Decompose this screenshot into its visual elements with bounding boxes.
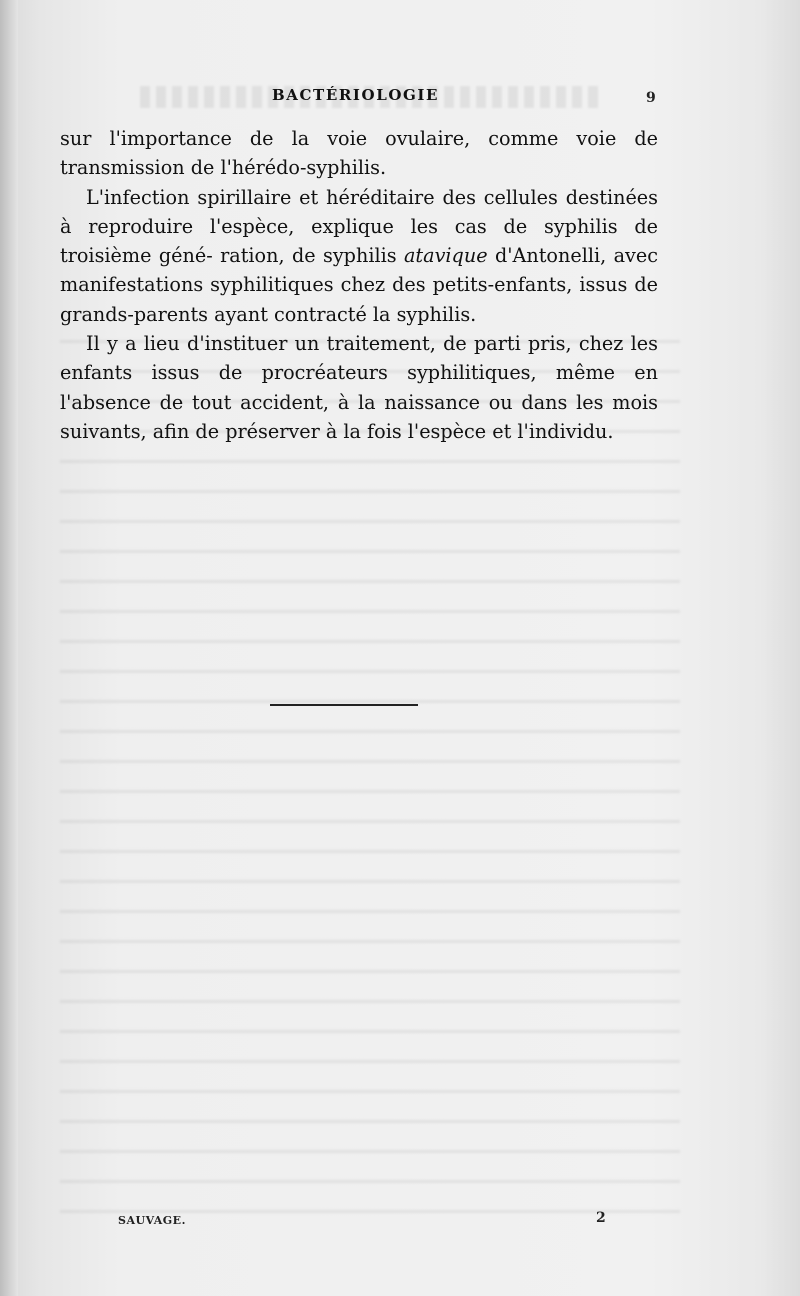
text-line: préserver à la fois l'espèce et l'individu. <box>225 419 614 443</box>
text-line: ayant contracté la syphilis. <box>214 302 477 326</box>
text-line: L'infection spirillaire et héréditaire des cellules destinées à <box>60 185 658 238</box>
text-line: syphilitiques chez des petits-enfants, issus de grands-parents <box>60 273 658 326</box>
running-head-title: BACTÉRIOLOGIE <box>272 86 440 104</box>
paragraph <box>60 183 658 329</box>
italic-term: atavique <box>403 244 488 268</box>
text-line: ration, de syphilis <box>220 244 397 268</box>
section-divider <box>270 704 418 706</box>
text-line: enfants issus de procréateurs syphilitiques, même en l'absence de <box>60 361 658 414</box>
paragraph <box>60 124 658 183</box>
paragraph <box>60 329 658 446</box>
text-line: Il y a lieu d'instituer un traitement, de parti pris, chez les <box>86 332 658 356</box>
text-line: d'Antonelli, avec manifestations <box>60 244 658 297</box>
page-number: 9 <box>646 90 656 106</box>
text-line: reproduire l'espèce, explique les cas de syphilis de troisième géné- <box>60 214 658 268</box>
page-edge-shadow <box>0 0 18 1296</box>
sheet-number: 2 <box>596 1210 606 1226</box>
text-line: sur l'importance de la voie ovulaire, comme voie de transmission <box>60 127 658 180</box>
running-head <box>0 86 800 110</box>
bleed-through-text <box>60 320 680 1220</box>
text-line: tout accident, à la naissance ou dans les mois suivants, afin de <box>60 390 658 443</box>
footer-signature: SAUVAGE. <box>118 1214 186 1227</box>
body-text <box>60 124 658 446</box>
text-line: de l'hérédo-syphilis. <box>190 156 387 180</box>
